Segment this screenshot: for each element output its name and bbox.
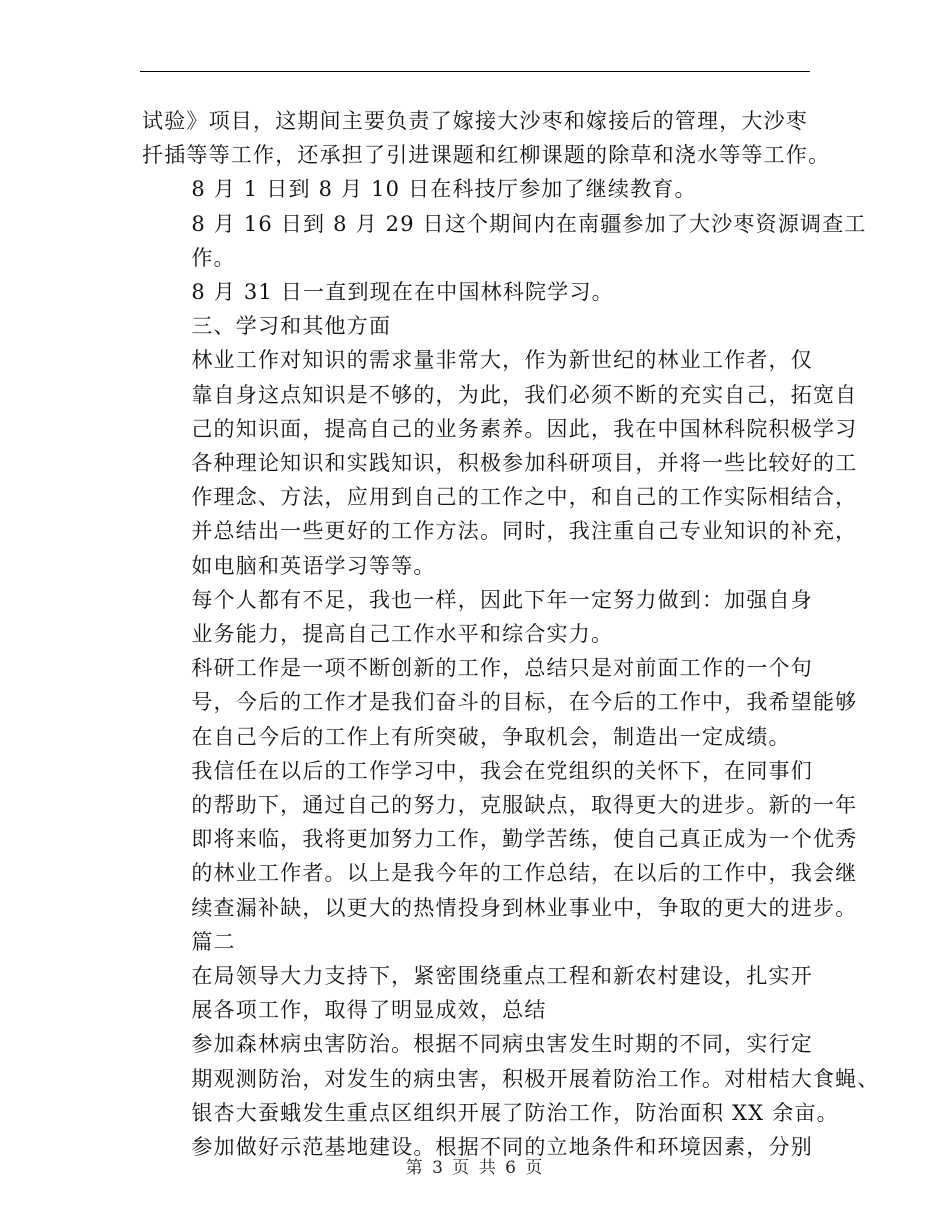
paragraph xyxy=(142,207,867,275)
text-line: 每个人都有不足，我也一样，因此下年一定努力做到：加强自身 xyxy=(191,587,813,612)
paragraph xyxy=(142,925,810,959)
text-line: 续查漏补缺，以更大的热情投身到林业事业中，争取的更大的进步。 xyxy=(191,895,858,920)
text-line: 如电脑和英语学习等等。 xyxy=(191,553,436,578)
text-line: 的帮助下，通过自己的努力，克服缺点，取得更大的进步。新的一年 xyxy=(191,793,858,818)
paragraph xyxy=(142,275,810,309)
text-line: 在局领导大力支持下，紧密围绕重点工程和新农村建设，扎实开 xyxy=(191,964,813,989)
page-footer: 第 3 页 共 6 页 xyxy=(405,1158,545,1178)
text-line: 展各项工作，取得了明显成效，总结 xyxy=(191,998,547,1023)
text-line: 并总结出一些更好的工作方法。同时，我注重自己专业知识的补充， xyxy=(191,519,858,544)
paragraph xyxy=(142,343,858,582)
paragraph xyxy=(142,309,810,343)
paragraph xyxy=(142,104,831,172)
text-line: 8 月 1 日到 8 月 10 日在科技厅参加了继续教育。 xyxy=(191,177,697,202)
text-line: 号，今后的工作才是我们奋斗的目标，在今后的工作中，我希望能够 xyxy=(191,690,858,715)
text-line: 在自己今后的工作上有所突破，争取机会，制造出一定成绩。 xyxy=(191,724,791,749)
text-line: 扦插等等工作，还承担了引进课题和红柳课题的除草和浇水等等工作。 xyxy=(142,143,831,168)
text-line: 靠自身这点知识是不够的，为此，我们必须不断的充实自己，拓宽自 xyxy=(191,382,858,407)
text-line: 科研工作是一项不断创新的工作，总结只是对前面工作的一个句 xyxy=(191,656,813,681)
text-line: 的林业工作者。以上是我今年的工作总结，在以后的工作中，我会继 xyxy=(191,861,858,886)
text-line: 试验》项目，这期间主要负责了嫁接大沙枣和嫁接后的管理，大沙枣 xyxy=(142,109,808,133)
text-line: 各种理论知识和实践知识，积极参加科研项目，并将一些比较好的工 xyxy=(191,451,858,476)
text-line: 作。 xyxy=(191,245,236,270)
body-text xyxy=(142,104,880,1164)
text-line: 银杏大蚕蛾发生重点区组织开展了防治工作，防治面积 XX 余亩。 xyxy=(191,1100,839,1125)
text-line: 己的知识面，提高自己的业务素养。因此，我在中国林科院积极学习 xyxy=(191,416,858,441)
paragraph xyxy=(142,754,858,925)
paragraph xyxy=(142,172,810,206)
text-line: 三、学习和其他方面 xyxy=(191,314,392,339)
text-line: 篇二 xyxy=(191,929,236,954)
text-line: 我信任在以后的工作学习中，我会在党组织的关怀下，在同事们 xyxy=(191,758,813,783)
text-line: 作理念、方法，应用到自己的工作之中，和自己的工作实际相结合， xyxy=(191,485,858,510)
paragraph xyxy=(142,959,813,1027)
paragraph xyxy=(142,1027,880,1130)
text-line: 即将来临，我将更加努力工作，勤学苦练，使自己真正成为一个优秀 xyxy=(191,827,858,852)
text-line: 参加森林病虫害防治。根据不同病虫害发生时期的不同，实行定 xyxy=(191,1032,813,1057)
text-line: 期观测防治，对发生的病虫害，积极开展着防治工作。对柑桔大食蝇、 xyxy=(191,1066,880,1091)
paragraph xyxy=(142,583,813,651)
text-line: 8 月 16 日到 8 月 29 日这个期间内在南疆参加了大沙枣资源调查工 xyxy=(191,211,867,236)
text-line: 8 月 31 日一直到现在在中国林科院学习。 xyxy=(191,280,614,305)
text-line: 林业工作对知识的需求量非常大，作为新世纪的林业工作者，仅 xyxy=(191,348,813,373)
text-line: 业务能力，提高自己工作水平和综合实力。 xyxy=(191,622,614,647)
paragraph xyxy=(142,651,858,754)
text-line: 参加做好示范基地建设。根据不同的立地条件和环境因素，分别 xyxy=(191,1135,813,1160)
header-rule xyxy=(140,71,810,72)
